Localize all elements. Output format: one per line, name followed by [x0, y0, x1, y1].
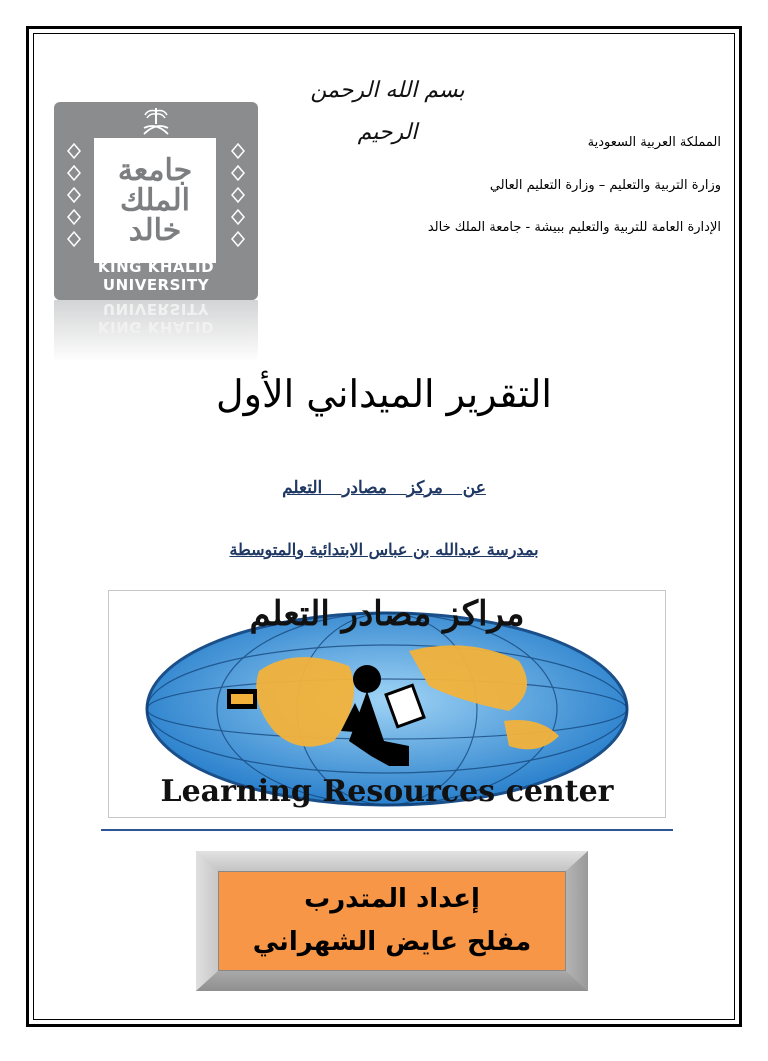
lrc-arabic-text: مراكز مصادر التعلم	[249, 594, 525, 634]
lrc-english-text: Learning Resources center	[160, 774, 614, 809]
separator-line	[101, 829, 673, 831]
author-box	[196, 851, 588, 991]
author-box-face	[218, 871, 566, 971]
logo-calligraphy-card	[94, 138, 216, 263]
header-ministry: وزارة التربية والتعليم – وزارة التعليم العالي	[489, 178, 721, 193]
logo-university-name: KING KHALID UNIVERSITY	[97, 258, 215, 294]
university-logo	[54, 102, 258, 300]
logo-reflection: KING KHALID UNIVERSITY	[54, 300, 258, 362]
palm-swords-emblem-icon	[140, 106, 172, 136]
author-label: إعداد المتدرب	[304, 884, 480, 914]
logo-ornament-left	[67, 142, 81, 262]
header-country: المملكة العربية السعودية	[587, 135, 721, 150]
report-subtitle: عن مركز مصادر التعلم	[282, 478, 486, 498]
logo-ornament-right	[231, 142, 245, 262]
school-name: بمدرسة عبدالله بن عباس الابتدائية والمتوسطة	[229, 540, 539, 559]
author-name: مفلح عايض الشهراني	[252, 927, 532, 957]
basmala: بسم الله الرحمن الرحيم	[310, 78, 465, 145]
globe-reader-icon	[109, 591, 665, 817]
learning-resources-center-image	[108, 590, 666, 818]
report-title: التقرير الميداني الأول	[215, 372, 552, 416]
header-administration: الإدارة العامة للتربية والتعليم ببيشة - جامعة الملك خالد	[427, 220, 721, 235]
logo-arabic-name: جامعة الملك خالد	[117, 152, 193, 248]
